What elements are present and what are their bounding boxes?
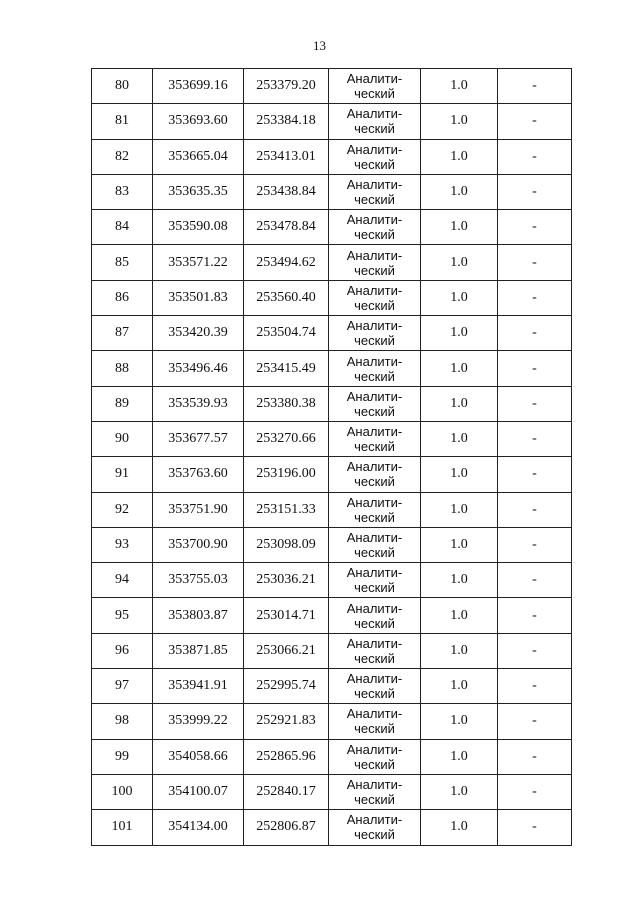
accuracy-cell: 1.0 bbox=[421, 316, 498, 351]
accuracy-cell: 1.0 bbox=[421, 210, 498, 245]
method-text: ческий bbox=[354, 403, 395, 419]
table-row bbox=[92, 774, 572, 809]
method-text: Аналити- bbox=[346, 459, 403, 475]
note-cell: - bbox=[498, 633, 572, 668]
method-text: Аналити- bbox=[346, 141, 403, 157]
y-coordinate-cell: 253270.66 bbox=[244, 421, 329, 456]
method-text: ческий bbox=[354, 509, 395, 525]
method-text: ческий bbox=[354, 615, 395, 631]
accuracy-cell: 1.0 bbox=[421, 669, 498, 704]
method-text: Аналити- bbox=[346, 212, 403, 228]
note-cell: - bbox=[498, 669, 572, 704]
method-text: Аналити- bbox=[346, 600, 403, 616]
point-number-cell: 88 bbox=[92, 351, 153, 386]
x-coordinate-cell: 353871.85 bbox=[153, 633, 244, 668]
note-cell: - bbox=[498, 386, 572, 421]
x-coordinate-cell: 353941.91 bbox=[153, 669, 244, 704]
x-coordinate-cell: 353677.57 bbox=[153, 421, 244, 456]
method-text: Аналити- bbox=[346, 318, 403, 334]
method-text: ческий bbox=[354, 86, 395, 102]
y-coordinate-cell: 253014.71 bbox=[244, 598, 329, 633]
method-text: Аналити- bbox=[346, 530, 403, 545]
method-cell bbox=[329, 669, 421, 704]
x-coordinate-cell: 353420.39 bbox=[153, 316, 244, 351]
method-cell bbox=[329, 774, 421, 809]
y-coordinate-cell: 252995.74 bbox=[244, 669, 329, 704]
y-coordinate-cell: 252806.87 bbox=[244, 810, 329, 845]
x-coordinate-cell: 353665.04 bbox=[153, 139, 244, 174]
accuracy-cell: 1.0 bbox=[421, 69, 498, 104]
note-cell: - bbox=[498, 457, 572, 492]
table-row bbox=[92, 669, 572, 704]
method-text: ческий bbox=[354, 792, 395, 808]
method-text: ческий bbox=[354, 262, 395, 278]
y-coordinate-cell: 253415.49 bbox=[244, 351, 329, 386]
method-text: Аналити- bbox=[346, 71, 403, 87]
x-coordinate-cell: 353539.93 bbox=[153, 386, 244, 421]
y-coordinate-cell: 253151.33 bbox=[244, 492, 329, 527]
method-text: ческий bbox=[354, 650, 395, 666]
y-coordinate-cell: 253066.21 bbox=[244, 633, 329, 668]
x-coordinate-cell: 353751.90 bbox=[153, 492, 244, 527]
table-row bbox=[92, 69, 572, 104]
point-number-cell: 97 bbox=[92, 669, 153, 704]
method-cell bbox=[329, 104, 421, 139]
point-number-cell: 96 bbox=[92, 633, 153, 668]
y-coordinate-cell: 253560.40 bbox=[244, 280, 329, 315]
table-row bbox=[92, 280, 572, 315]
y-coordinate-cell: 253494.62 bbox=[244, 245, 329, 280]
table-row bbox=[92, 421, 572, 456]
method-text: ческий bbox=[354, 333, 395, 349]
accuracy-cell: 1.0 bbox=[421, 457, 498, 492]
method-text: Аналити- bbox=[346, 424, 403, 440]
x-coordinate-cell: 353763.60 bbox=[153, 457, 244, 492]
accuracy-cell: 1.0 bbox=[421, 527, 498, 562]
table-row bbox=[92, 139, 572, 174]
table-row bbox=[92, 563, 572, 598]
method-cell bbox=[329, 598, 421, 633]
method-cell bbox=[329, 351, 421, 386]
note-cell: - bbox=[498, 704, 572, 739]
x-coordinate-cell: 354058.66 bbox=[153, 739, 244, 774]
point-number-cell: 98 bbox=[92, 704, 153, 739]
accuracy-cell: 1.0 bbox=[421, 280, 498, 315]
method-text: Аналити- bbox=[346, 671, 403, 687]
note-cell: - bbox=[498, 421, 572, 456]
accuracy-cell: 1.0 bbox=[421, 386, 498, 421]
method-cell bbox=[329, 174, 421, 209]
x-coordinate-cell: 353496.46 bbox=[153, 351, 244, 386]
method-cell bbox=[329, 316, 421, 351]
point-number-cell: 100 bbox=[92, 774, 153, 809]
method-cell bbox=[329, 739, 421, 774]
method-cell bbox=[329, 421, 421, 456]
note-cell: - bbox=[498, 351, 572, 386]
method-cell bbox=[329, 69, 421, 104]
method-cell bbox=[329, 492, 421, 527]
method-cell bbox=[329, 386, 421, 421]
point-number-cell: 95 bbox=[92, 598, 153, 633]
x-coordinate-cell: 353699.16 bbox=[153, 69, 244, 104]
table-row bbox=[92, 527, 572, 562]
accuracy-cell: 1.0 bbox=[421, 810, 498, 845]
note-cell: - bbox=[498, 210, 572, 245]
x-coordinate-cell: 353571.22 bbox=[153, 245, 244, 280]
table-row bbox=[92, 633, 572, 668]
point-number-cell: 99 bbox=[92, 739, 153, 774]
table-row bbox=[92, 104, 572, 139]
method-text: ческий bbox=[354, 439, 395, 455]
accuracy-cell: 1.0 bbox=[421, 704, 498, 739]
table-row bbox=[92, 386, 572, 421]
method-text: ческий bbox=[354, 368, 395, 384]
x-coordinate-cell: 354134.00 bbox=[153, 810, 244, 845]
method-text: Аналити- bbox=[346, 247, 403, 263]
y-coordinate-cell: 253478.84 bbox=[244, 210, 329, 245]
point-number-cell: 82 bbox=[92, 139, 153, 174]
method-text: Аналити- bbox=[346, 812, 403, 828]
accuracy-cell: 1.0 bbox=[421, 104, 498, 139]
page-number: 13 bbox=[313, 38, 326, 53]
method-text: ческий bbox=[354, 121, 395, 137]
note-cell: - bbox=[498, 810, 572, 845]
method-cell bbox=[329, 633, 421, 668]
method-cell bbox=[329, 457, 421, 492]
method-text: Аналити- bbox=[346, 565, 403, 581]
table-row bbox=[92, 316, 572, 351]
accuracy-cell: 1.0 bbox=[421, 174, 498, 209]
table-row bbox=[92, 739, 572, 774]
y-coordinate-cell: 253438.84 bbox=[244, 174, 329, 209]
method-text: ческий bbox=[354, 721, 395, 737]
note-cell: - bbox=[498, 774, 572, 809]
y-coordinate-cell: 253384.18 bbox=[244, 104, 329, 139]
note-cell: - bbox=[498, 245, 572, 280]
y-coordinate-cell: 253036.21 bbox=[244, 563, 329, 598]
note-cell: - bbox=[498, 563, 572, 598]
accuracy-cell: 1.0 bbox=[421, 421, 498, 456]
point-number-cell: 87 bbox=[92, 316, 153, 351]
method-text: ческий bbox=[354, 474, 395, 490]
method-cell bbox=[329, 810, 421, 845]
point-number-cell: 80 bbox=[92, 69, 153, 104]
x-coordinate-cell: 353755.03 bbox=[153, 563, 244, 598]
coordinates-table-body bbox=[92, 69, 572, 846]
x-coordinate-cell: 353501.83 bbox=[153, 280, 244, 315]
y-coordinate-cell: 252921.83 bbox=[244, 704, 329, 739]
method-text: ческий bbox=[354, 827, 395, 843]
method-text: ческий bbox=[354, 545, 395, 560]
point-number-cell: 85 bbox=[92, 245, 153, 280]
x-coordinate-cell: 353999.22 bbox=[153, 704, 244, 739]
table-row bbox=[92, 457, 572, 492]
point-number-cell: 89 bbox=[92, 386, 153, 421]
y-coordinate-cell: 253380.38 bbox=[244, 386, 329, 421]
table-row bbox=[92, 810, 572, 845]
method-text: ческий bbox=[354, 192, 395, 208]
note-cell: - bbox=[498, 527, 572, 562]
method-text: ческий bbox=[354, 297, 395, 313]
method-text: ческий bbox=[354, 227, 395, 243]
y-coordinate-cell: 253379.20 bbox=[244, 69, 329, 104]
note-cell: - bbox=[498, 598, 572, 633]
point-number-cell: 86 bbox=[92, 280, 153, 315]
method-text: ческий bbox=[354, 580, 395, 596]
x-coordinate-cell: 353803.87 bbox=[153, 598, 244, 633]
point-number-cell: 92 bbox=[92, 492, 153, 527]
coordinates-table bbox=[91, 68, 572, 846]
method-cell bbox=[329, 527, 421, 562]
method-cell bbox=[329, 139, 421, 174]
method-text: Аналити- bbox=[346, 741, 403, 757]
method-text: ческий bbox=[354, 686, 395, 702]
x-coordinate-cell: 353693.60 bbox=[153, 104, 244, 139]
note-cell: - bbox=[498, 492, 572, 527]
point-number-cell: 101 bbox=[92, 810, 153, 845]
method-text: Аналити- bbox=[346, 353, 403, 369]
accuracy-cell: 1.0 bbox=[421, 633, 498, 668]
method-text: Аналити- bbox=[346, 177, 403, 193]
note-cell: - bbox=[498, 739, 572, 774]
y-coordinate-cell: 252840.17 bbox=[244, 774, 329, 809]
accuracy-cell: 1.0 bbox=[421, 598, 498, 633]
accuracy-cell: 1.0 bbox=[421, 563, 498, 598]
y-coordinate-cell: 252865.96 bbox=[244, 739, 329, 774]
method-text: ческий bbox=[354, 756, 395, 772]
note-cell: - bbox=[498, 280, 572, 315]
method-cell bbox=[329, 280, 421, 315]
method-text: Аналити- bbox=[346, 106, 403, 122]
point-number-cell: 91 bbox=[92, 457, 153, 492]
method-text: Аналити- bbox=[346, 388, 403, 404]
method-cell bbox=[329, 563, 421, 598]
method-cell bbox=[329, 704, 421, 739]
accuracy-cell: 1.0 bbox=[421, 492, 498, 527]
note-cell: - bbox=[498, 174, 572, 209]
x-coordinate-cell: 353700.90 bbox=[153, 527, 244, 562]
accuracy-cell: 1.0 bbox=[421, 739, 498, 774]
method-cell bbox=[329, 210, 421, 245]
note-cell: - bbox=[498, 104, 572, 139]
y-coordinate-cell: 253196.00 bbox=[244, 457, 329, 492]
method-cell bbox=[329, 245, 421, 280]
point-number-cell: 93 bbox=[92, 527, 153, 562]
method-text: Аналити- bbox=[346, 706, 403, 722]
point-number-cell: 81 bbox=[92, 104, 153, 139]
table-row bbox=[92, 245, 572, 280]
table-row bbox=[92, 492, 572, 527]
accuracy-cell: 1.0 bbox=[421, 774, 498, 809]
y-coordinate-cell: 253504.74 bbox=[244, 316, 329, 351]
x-coordinate-cell: 354100.07 bbox=[153, 774, 244, 809]
y-coordinate-cell: 253413.01 bbox=[244, 139, 329, 174]
table-row bbox=[92, 598, 572, 633]
table-row bbox=[92, 174, 572, 209]
x-coordinate-cell: 353590.08 bbox=[153, 210, 244, 245]
note-cell: - bbox=[498, 69, 572, 104]
point-number-cell: 90 bbox=[92, 421, 153, 456]
point-number-cell: 94 bbox=[92, 563, 153, 598]
point-number-cell: 84 bbox=[92, 210, 153, 245]
table-row bbox=[92, 704, 572, 739]
accuracy-cell: 1.0 bbox=[421, 245, 498, 280]
method-text: Аналити- bbox=[346, 635, 403, 651]
table-row bbox=[92, 351, 572, 386]
note-cell: - bbox=[498, 316, 572, 351]
x-coordinate-cell: 353635.35 bbox=[153, 174, 244, 209]
y-coordinate-cell: 253098.09 bbox=[244, 527, 329, 562]
method-text: Аналити- bbox=[346, 777, 403, 793]
table-row bbox=[92, 210, 572, 245]
accuracy-cell: 1.0 bbox=[421, 351, 498, 386]
note-cell: - bbox=[498, 139, 572, 174]
method-text: Аналити- bbox=[346, 282, 403, 298]
accuracy-cell: 1.0 bbox=[421, 139, 498, 174]
point-number-cell: 83 bbox=[92, 174, 153, 209]
method-text: Аналити- bbox=[346, 494, 403, 510]
method-text: ческий bbox=[354, 156, 395, 172]
